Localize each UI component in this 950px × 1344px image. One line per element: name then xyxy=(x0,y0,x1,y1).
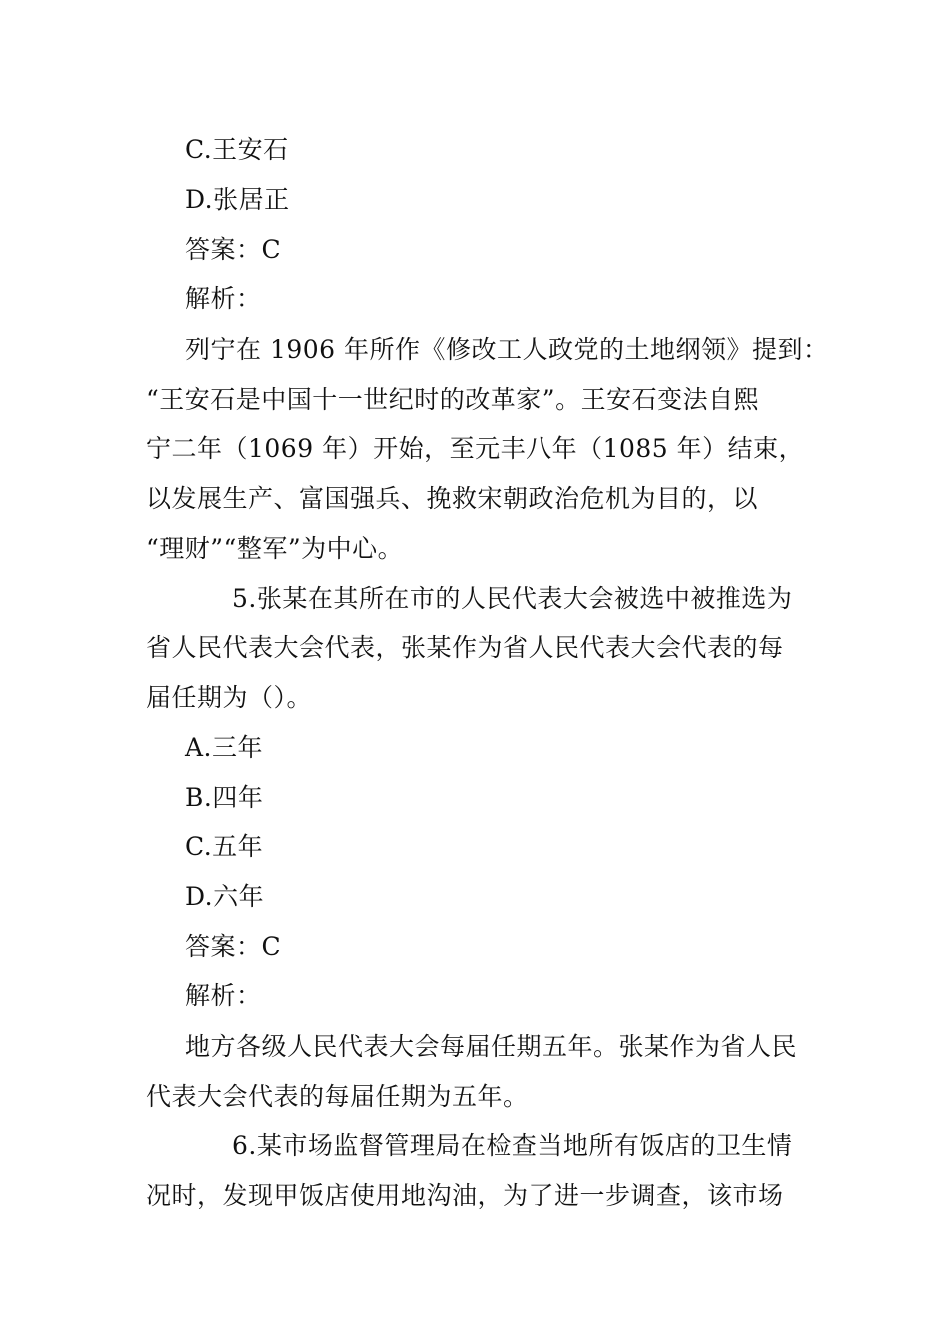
option-c: C.五年 xyxy=(185,832,264,861)
answer-line: 答案：C xyxy=(185,932,282,961)
analysis-text-line: “王安石是中国十一世纪时的改革家”。王安石变法自熙 xyxy=(146,385,760,414)
option-d: D.六年 xyxy=(185,882,265,911)
question-5-line: 省人民代表大会代表，张某作为省人民代表大会代表的每 xyxy=(146,633,784,662)
question-6-line: 6.某市场监督管理局在检查当地所有饭店的卫生情 xyxy=(232,1131,793,1160)
analysis-heading: 解析： xyxy=(185,284,262,313)
option-a: A.三年 xyxy=(185,733,264,762)
option-d: D.张居正 xyxy=(185,185,290,214)
option-b: B.四年 xyxy=(185,783,264,812)
analysis-heading: 解析： xyxy=(185,981,262,1010)
analysis-text-line: 列宁在 1906 年所作《修改工人政党的土地纲领》提到： xyxy=(185,335,829,364)
question-5-line: 届任期为（）。 xyxy=(146,683,313,712)
analysis-text-line: “理财”“整军”为中心。 xyxy=(146,534,404,563)
answer-line: 答案：C xyxy=(185,235,282,264)
question-6-line: 况时，发现甲饭店使用地沟油，为了进一步调查，该市场 xyxy=(146,1181,784,1210)
analysis-text-line: 以发展生产、富国强兵、挽救宋朝政治危机为目的，以 xyxy=(146,484,759,513)
question-5-line: 5.张某在其所在市的人民代表大会被选中被推选为 xyxy=(232,584,793,613)
analysis-text-line: 代表大会代表的每届任期为五年。 xyxy=(146,1082,529,1111)
analysis-text-line: 地方各级人民代表大会每届任期五年。张某作为省人民 xyxy=(185,1032,798,1061)
analysis-text-line: 宁二年（1069 年）开始，至元丰八年（1085 年）结束， xyxy=(146,434,805,463)
option-c: C.王安石 xyxy=(185,135,289,164)
